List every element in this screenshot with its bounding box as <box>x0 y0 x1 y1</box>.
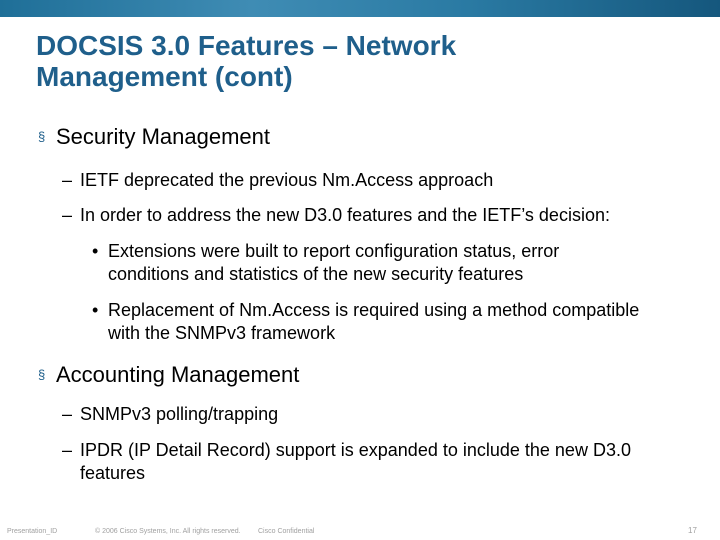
dash-icon: – <box>62 205 73 225</box>
bullet-security-management <box>38 124 698 153</box>
sub-bullet-address-d30 <box>62 204 702 227</box>
footer-confidential: Cisco Confidential <box>258 528 315 535</box>
item-text-line-1: Replacement of Nm.Access is required using a method compatible <box>108 300 640 320</box>
dot-icon: • <box>92 300 99 320</box>
item-text-line-2: with the SNMPv3 framework <box>108 323 336 343</box>
slide-title-line-2: Management (cont) <box>36 61 293 92</box>
section-bullet-icon: § <box>38 129 46 144</box>
section-bullet-icon: § <box>38 367 46 382</box>
slide-title-line-1: DOCSIS 3.0 Features – Network <box>36 30 457 61</box>
dash-icon: – <box>62 170 73 190</box>
sub-bullet-text: In order to address the new D3.0 features and the IETF’s decision: <box>80 205 610 225</box>
sub-bullet-text-line-1: IPDR (IP Detail Record) support is expanded to include the new D3.0 <box>80 440 631 460</box>
dash-icon: – <box>62 440 73 460</box>
sub-bullet-text-line-2: features <box>80 463 146 483</box>
sub-bullet-text: SNMPv3 polling/trapping <box>80 404 279 424</box>
dash-icon: – <box>62 404 73 424</box>
sub-bullet-text: IETF deprecated the previous Nm.Access approach <box>80 170 494 190</box>
footer-page-number: 17 <box>688 526 697 535</box>
bullet-text: Accounting Management <box>56 362 300 387</box>
item-text-line-1: Extensions were built to report configuration status, error <box>108 241 560 261</box>
sub-bullet-ipdr <box>62 439 702 485</box>
item-text-line-2: conditions and statistics of the new security features <box>108 264 524 284</box>
dot-icon: • <box>92 241 99 261</box>
sub-bullet-ietf-deprecated <box>62 169 702 192</box>
sub-bullet-snmpv3-polling <box>62 403 702 426</box>
top-banner-bar <box>0 0 720 17</box>
slide-title <box>36 30 676 92</box>
item-replacement <box>92 299 704 345</box>
footer-copyright: © 2006 Cisco Systems, Inc. All rights reserved. <box>95 528 241 535</box>
footer-presentation-id: Presentation_ID <box>7 528 58 535</box>
item-extensions <box>92 240 704 286</box>
bullet-text: Security Management <box>56 124 270 149</box>
bullet-accounting-management <box>38 362 698 391</box>
